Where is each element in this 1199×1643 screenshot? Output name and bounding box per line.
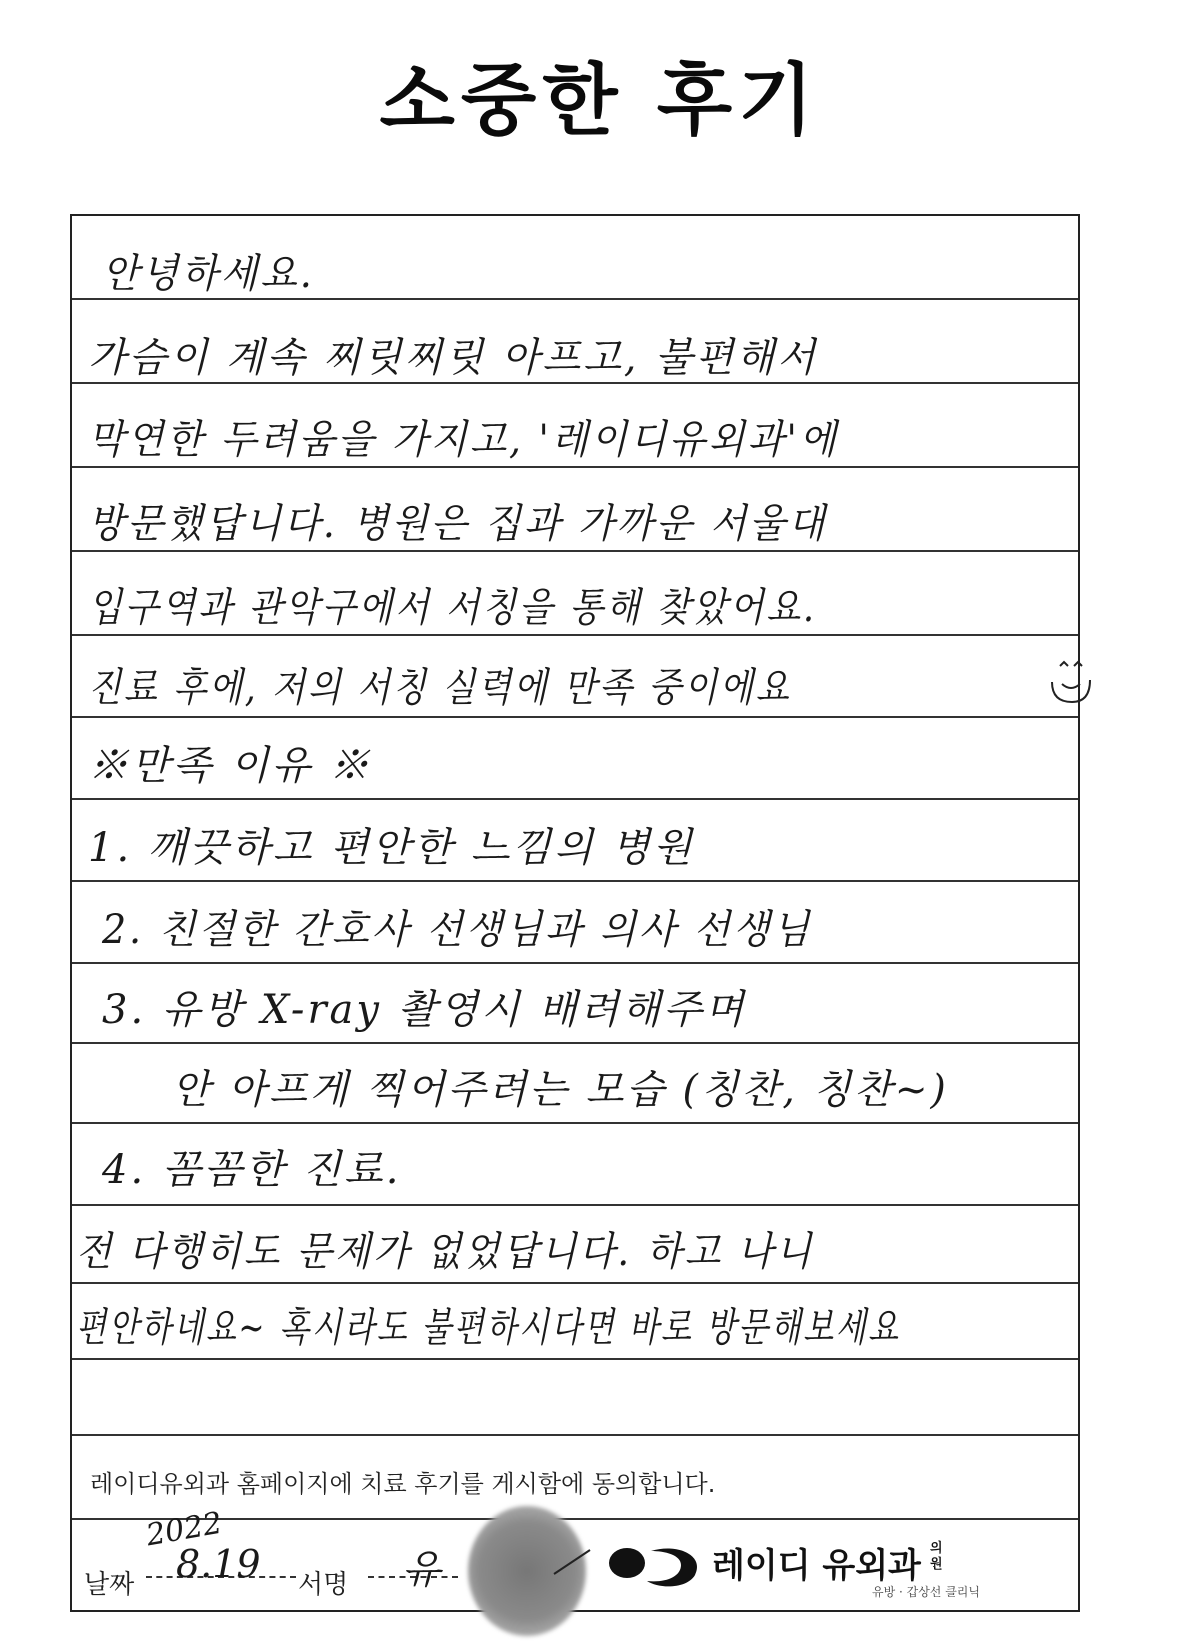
ruled-line [72, 798, 1078, 800]
ruled-line [72, 880, 1078, 882]
ruled-line [72, 1434, 1078, 1436]
ruled-line [72, 634, 1078, 636]
ruled-line [72, 1204, 1078, 1206]
review-line: 입구역과 관악구에서 서칭을 통해 찾았어요. [88, 585, 817, 631]
ruled-line [72, 550, 1078, 552]
review-line: 전 다행히도 문제가 없었답니다. 하고 나니 [76, 1229, 814, 1275]
smiley-doodle-icon [1046, 656, 1096, 706]
review-line: ※만족 이유 ※ [88, 743, 372, 789]
clinic-logo-suffix-top: 의 [930, 1541, 943, 1556]
clinic-logo-subtitle: 유방 · 갑상선 클리닉 [872, 1585, 980, 1599]
ruled-line [72, 1042, 1078, 1044]
clinic-logo-suffix-bottom: 원 [930, 1557, 943, 1572]
review-line: 편안하네요~ 혹시라도 불편하시다면 바로 방문해보세요 [76, 1305, 901, 1351]
review-line: 진료 후에, 저의 서칭 실력에 만족 중이에요 [88, 665, 792, 711]
signature-label: 서명 [298, 1570, 349, 1600]
ruled-line [72, 1518, 1078, 1520]
review-line: 안 아프게 찍어주려는 모습 (칭찬, 칭찬~) [172, 1067, 949, 1113]
ruled-line [72, 962, 1078, 964]
review-line: 1. 깨끗하고 편안한 느낌의 병원 [88, 825, 695, 871]
review-line: 2. 친절한 간호사 선생님과 의사 선생님 [102, 907, 812, 953]
clinic-logo-name: 레이디 유외과 [712, 1546, 921, 1586]
ruled-line [72, 466, 1078, 468]
review-line: 안녕하세요. [102, 251, 315, 297]
date-year: 2022 [143, 1505, 225, 1554]
review-line: 방문했답니다. 병원은 집과 가까운 서울대 [88, 501, 828, 547]
signature-stroke [552, 1546, 592, 1576]
review-form [70, 214, 1080, 1612]
clinic-logo-icon [607, 1541, 707, 1591]
ruled-line [72, 1358, 1078, 1360]
consent-statement: 레이디유외과 홈페이지에 치료 후기를 게시함에 동의합니다. [90, 1470, 716, 1498]
review-line: 막연한 두려움을 가지고, '레이디유외과'에 [88, 417, 839, 463]
date-value: 8.19 [176, 1542, 261, 1586]
ruled-line [72, 1122, 1078, 1124]
signature-mark: 유 [402, 1547, 441, 1593]
ruled-line [72, 716, 1078, 718]
review-line: 4. 꼼꼼한 진료. [102, 1147, 402, 1193]
review-line: 3. 유방 X-ray 촬영시 배려해주며 [102, 987, 747, 1033]
page-title: 소중한 후기 [379, 56, 820, 146]
date-label: 날짜 [84, 1570, 135, 1600]
ruled-line [72, 1282, 1078, 1284]
review-line: 가슴이 계속 찌릿찌릿 아프고, 불편해서 [88, 335, 818, 381]
